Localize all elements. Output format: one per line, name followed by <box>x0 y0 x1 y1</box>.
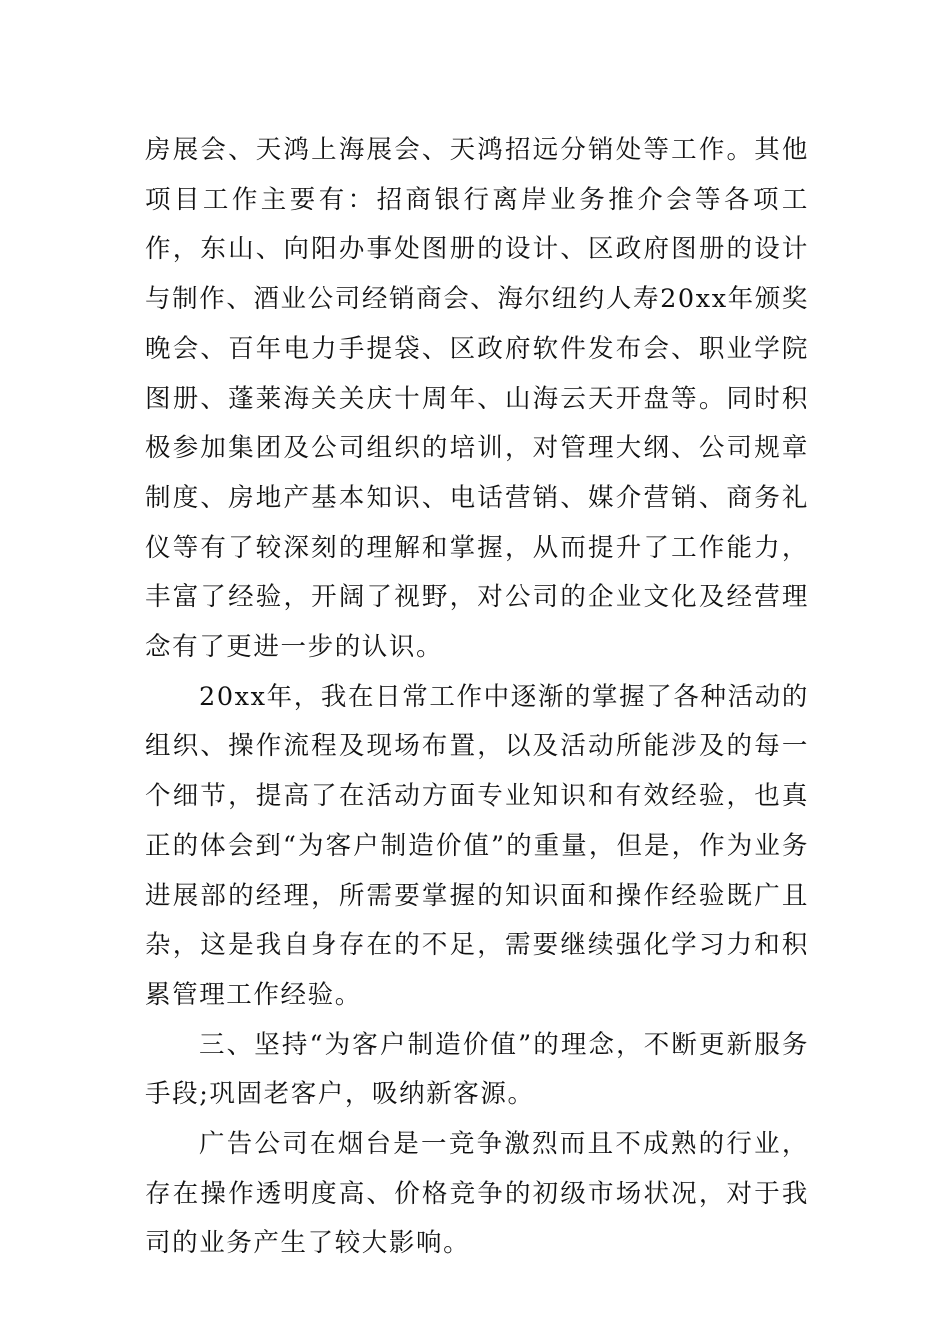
paragraph-work-projects: 房展会、天鸿上海展会、天鸿招远分销处等工作。其他项目工作主要有：招商银行离岸业务推介会等各项工作，东山、向阳办事处图册的设计、区政府图册的设计与制作、酒业公司经销商会、海尔纽约人寿20xx年颁奖晚会、百年电力手提袋、区政府软件发布会、职业学院图册、蓬莱海关关庆十周年、山海云天开盘等。同时积极参加集团及公司组织的培训，对管理大纲、公司规章制度、房地产基本知识、电话营销、媒介营销、商务礼仪等有了较深刻的理解和掌握，从而提升了工作能力，丰富了经验，开阔了视野，对公司的企业文化及经营理念有了更进一步的认识。 <box>145 135 809 663</box>
paragraph-market-situation: 广告公司在烟台是一竞争激烈而且不成熟的行业，存在操作透明度高、价格竞争的初级市场状况，对于我司的业务产生了较大影响。 <box>145 1129 809 1259</box>
section-heading-customer-value: 三、坚持“为客户制造价值”的理念，不断更新服务手段;巩固老客户，吸纳新客源。 <box>145 1029 809 1110</box>
paragraph-activity-experience: 20xx年，我在日常工作中逐渐的掌握了各种活动的组织、操作流程及现场布置，以及活动所能涉及的每一个细节，提高了在活动方面专业知识和有效经验，也真正的体会到“为客户制造价值”的重量，但是，作为业务进展部的经理，所需要掌握的知识面和操作经验既广且杂，这是我自身存在的不足，需要继续强化学习力和积累管理工作经验。 <box>145 681 809 1010</box>
document-body <box>145 126 809 1269</box>
